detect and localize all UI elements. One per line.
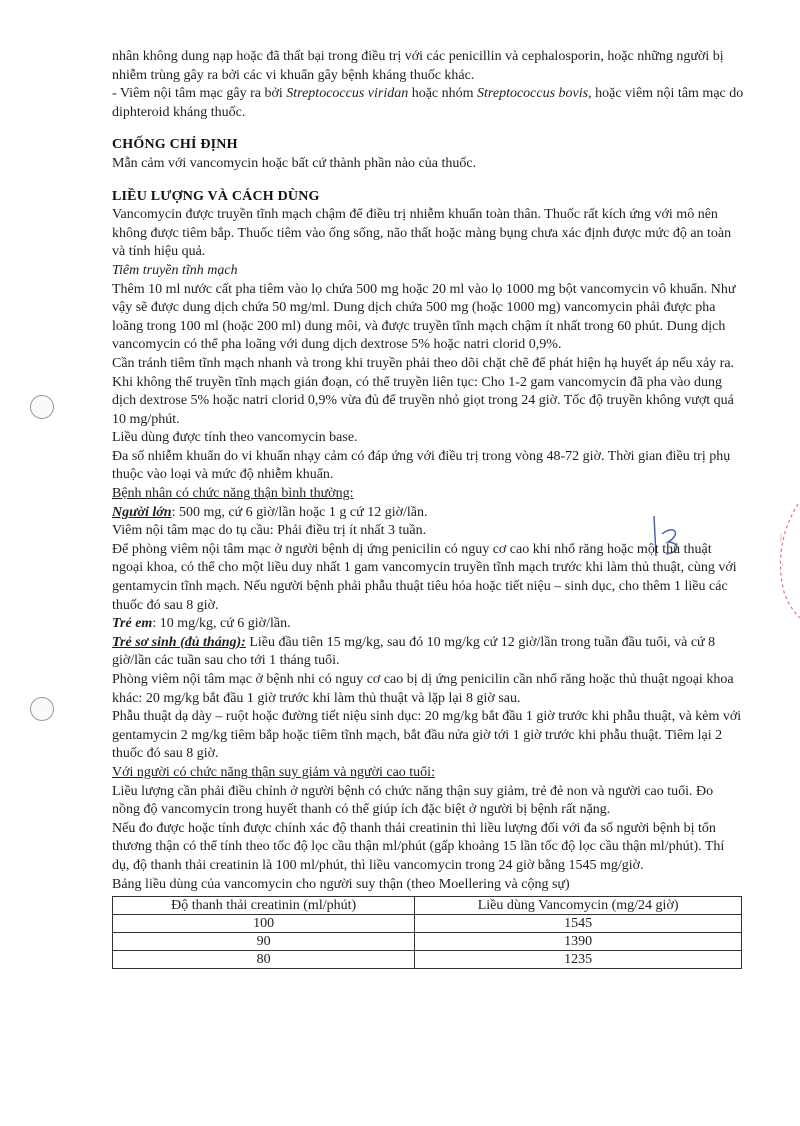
child-label: Trẻ em bbox=[112, 616, 153, 632]
dosage-paragraph-10: Phẫu thuật dạ dày – ruột hoặc đường tiết niệu sinh dục: 20 mg/kg bắt đầu 1 giờ trước khi phẫu thuật, và kèm với gentamycin 2 mg/kg tiêm bắp hoặc tiêm tĩnh mạch, bắt đầu nửa giờ tới 1 giờ trước khi phẫu thuật. Tiêm lại 2 thuốc đó sau 8 giờ. bbox=[112, 709, 742, 762]
dosage-paragraph-9: Phòng viêm nội tâm mạc ở bệnh nhi có nguy cơ cao bị dị ứng penicilin cần nhổ răng hoặc thủ thuật ngoại khoa khác: 20 mg/kg bắt đầu 1 giờ trước khi làm thủ thuật và lặp lại 8 giờ sau. bbox=[112, 672, 734, 706]
dosage-paragraph-3: Cần tránh tiêm tĩnh mạch nhanh và trong khi truyền phải theo dõi chặt chẽ để phát hiện hạ huyết áp nếu xảy ra. bbox=[112, 355, 735, 371]
intro-p2-prefix: - Viêm nội tâm mạc gây ra bởi bbox=[112, 86, 287, 102]
dosage-paragraph-2: Thêm 10 ml nước cất pha tiêm vào lọ chứa 500 mg hoặc 20 ml vào lọ 1000 mg bột vancomycin vô khuẩn. Như vậy sẽ được dung dịch chứa 50 mg/ml. Dung dịch chứa 500 mg (hoặc 1000 mg) vancomycin phải được pha loãng trong 100 ml (hoặc 200 ml) dung môi, và được truyền tĩnh mạch chậm ít nhất trong 60 phút. Dung dịch vancomycin có thể pha loãng với dung dịch dextrose 5% hoặc natri clorid 0,9%. bbox=[112, 281, 736, 353]
table-cell-creatinine: 80 bbox=[113, 951, 415, 969]
adult-label: Người lớn bbox=[112, 504, 172, 520]
table-cell-dose: 1390 bbox=[415, 933, 742, 951]
table-caption: Bảng liều dùng của vancomycin cho người suy thận (theo Moellering và cộng sự) bbox=[112, 876, 570, 892]
intro-p2-italic-species-2: Streptococcus bovis bbox=[477, 86, 589, 102]
intro-paragraph-1: nhân không dung nạp hoặc đã thất bại trong điều trị với các penicillin và cephalosporin, hoặc những người bị nhiễm trùng gây ra bởi các vi khuẩn gây bệnh kháng thuốc khác. bbox=[112, 49, 724, 83]
adult-dose bbox=[112, 504, 744, 523]
punch-hole-lower bbox=[30, 697, 54, 721]
adult-text: : 500 mg, cứ 6 giờ/lần hoặc 1 g cứ 12 giờ/lần. bbox=[171, 504, 428, 520]
neonate-text: Liều đầu tiên 15 mg/kg, sau đó 10 mg/kg cứ 12 giờ/lần trong tuần đầu tuổi, và cứ 8 giờ/lần các tuần sau cho tới 1 tháng tuổi. bbox=[112, 634, 716, 669]
renal-dose-table bbox=[112, 896, 742, 969]
table-row bbox=[113, 933, 742, 951]
contraindication-heading: CHỐNG CHỈ ĐỊNH bbox=[112, 137, 238, 153]
intro-paragraph-2 bbox=[112, 85, 744, 122]
intro-p2-mid: hoặc nhóm bbox=[408, 86, 478, 102]
child-dose bbox=[112, 615, 744, 634]
dosage-heading: LIỀU LƯỢNG VÀ CÁCH DÙNG bbox=[112, 188, 320, 204]
intro-p2-suffix: , hoặc viêm nội tâm mạc do diphteroid kháng thuốc. bbox=[112, 86, 744, 120]
child-text: : 10 mg/kg, cứ 6 giờ/lần. bbox=[152, 616, 291, 632]
dosage-paragraph-1: Vancomycin được truyền tĩnh mạch chậm để điều trị nhiễm khuẩn toàn thân. Thuốc rất kích ứng với mô nên không được tiêm bắp. Thuốc tiêm vào ống sống, não thất hoặc màng bụng chưa xác định được mức độ an toàn và tính hiệu quả. bbox=[112, 207, 732, 260]
dosage-paragraph-8: Để phòng viêm nội tâm mạc ở người bệnh dị ứng penicilin có nguy cơ cao khi nhổ răng hoặc một thủ thuật ngoại khoa, có thể cho một liều duy nhất 1 gam vancomycin truyền tĩnh mạch trước khi làm thủ thuật, cùng với gentamycin tĩnh mạch. Nếu người bệnh phải phẫu thuật tiêu hóa hoặc tiết niệu – sinh dục, cho thêm 1 liều các thuốc đó sau 8 giờ. bbox=[112, 541, 737, 613]
renal-impaired-subheading: Với người có chức năng thận suy giảm và người cao tuổi: bbox=[112, 764, 435, 780]
svg-text:|: | bbox=[780, 532, 782, 542]
contraindication-text: Mẫn cảm với vancomycin hoặc bất cứ thành phần nào của thuốc. bbox=[112, 155, 477, 171]
table-row bbox=[113, 915, 742, 933]
dosage-paragraph-6: Đa số nhiễm khuẩn do vi khuẩn nhạy cảm có đáp ứng với điều trị trong vòng 48-72 giờ. Thời gian điều trị phụ thuộc vào loại và mức độ nhiễm khuẩn. bbox=[112, 448, 731, 483]
dosage-paragraph-5: Liều dùng được tính theo vancomycin base. bbox=[112, 430, 358, 446]
neonate-label: Trẻ sơ sinh (đủ tháng): bbox=[112, 634, 246, 650]
table-row bbox=[113, 951, 742, 969]
table-header-row bbox=[113, 897, 742, 915]
document-page bbox=[112, 48, 744, 969]
normal-renal-subheading: Bệnh nhân có chức năng thận bình thường: bbox=[112, 486, 354, 502]
dosage-paragraph-12: Nếu đo được hoặc tính được chính xác độ thanh thải creatinin thì liều lượng đối với đa số người bệnh bị tổn thương thận có thể tính theo tốc độ lọc cầu thận ml/phút (gấp khoảng 15 lần tốc độ lọc cầu thận ml/phút). Thí dụ, độ thanh thải creatinin là 100 ml/phút, thì liều vancomycin trong 24 giờ bằng 1545 mg/giờ. bbox=[112, 820, 725, 873]
table-cell-creatinine: 90 bbox=[113, 933, 415, 951]
iv-subheading: Tiêm truyền tĩnh mạch bbox=[112, 262, 238, 278]
punch-hole-upper bbox=[30, 395, 54, 419]
dosage-paragraph-4: Khi không thể truyền tĩnh mạch gián đoạn, có thể truyền liên tục: Cho 1-2 gam vancomycin đã pha vào dung dịch dextrose 5% hoặc natri clorid 0,9% vừa đủ để truyền nhỏ giọt trong 24 giờ. Tốc độ truyền không vượt quá 10 mg/phút. bbox=[112, 374, 734, 427]
intro-p2-italic-species-1: Streptococcus viridan bbox=[286, 86, 409, 102]
dosage-paragraph-7: Viêm nội tâm mạc do tụ cầu: Phải điều trị ít nhất 3 tuần. bbox=[112, 523, 427, 539]
stamp-edge-mark bbox=[762, 500, 800, 620]
table-cell-creatinine: 100 bbox=[113, 915, 415, 933]
table-cell-dose: 1545 bbox=[415, 915, 742, 933]
table-cell-dose: 1235 bbox=[415, 951, 742, 969]
svg-text:': ' bbox=[782, 562, 784, 572]
table-header-dose: Liều dùng Vancomycin (mg/24 giờ) bbox=[415, 897, 742, 915]
dosage-paragraph-11: Liều lượng cần phải điều chỉnh ở người bệnh có chức năng thận suy giảm, trẻ đẻ non và người cao tuổi. Đo nồng độ vancomycin trong huyết thanh có thể giúp ích đặc biệt ở người bị bệnh rất nặng. bbox=[112, 783, 714, 818]
neonate-dose bbox=[112, 634, 744, 671]
table-header-creatinine: Độ thanh thải creatinin (ml/phút) bbox=[113, 897, 415, 915]
